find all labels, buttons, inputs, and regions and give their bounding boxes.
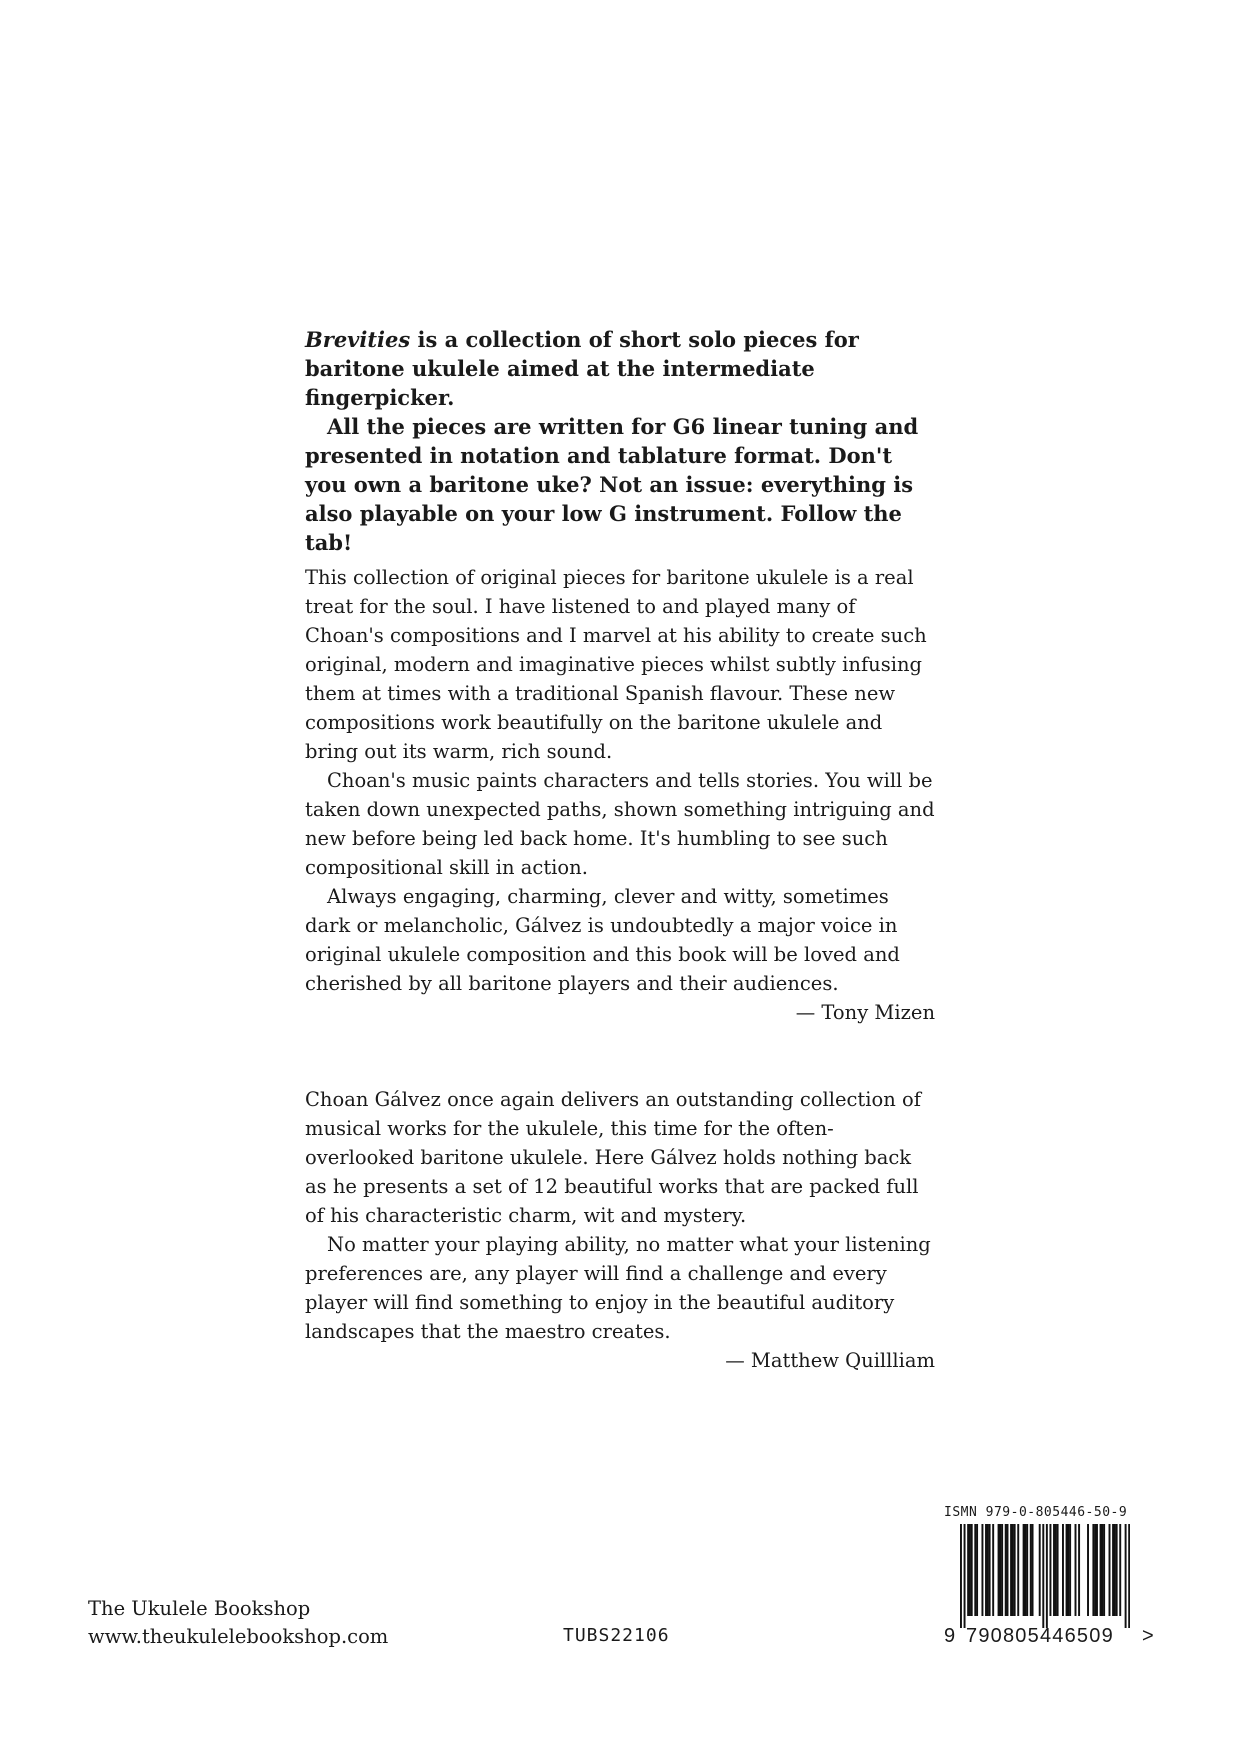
- barcode-bar: [1005, 1524, 1007, 1616]
- barcode-bar: [1039, 1524, 1041, 1616]
- barcode-bar: [999, 1524, 1001, 1616]
- barcode-bar: [1030, 1524, 1032, 1616]
- ismn-label: ISMN 979-0-805446-50-9: [944, 1505, 1128, 1520]
- barcode-bar: [1057, 1524, 1059, 1616]
- barcode-bar: [1128, 1524, 1130, 1628]
- review2-signature: — Matthew Quillliam: [725, 1349, 935, 1372]
- barcode-bar: [1066, 1524, 1068, 1616]
- barcode-bar: [1017, 1524, 1019, 1616]
- barcode-bar: [1094, 1524, 1096, 1616]
- review-tony-mizen: [305, 563, 935, 1027]
- publisher-url: www.theukulelebookshop.com: [88, 1625, 389, 1648]
- barcode-bar: [1114, 1524, 1116, 1616]
- intro-paragraph-2: All the pieces are written for G6 linear tuning and presented in notation and tablature format. Don't you own a baritone uke? Not an issue: everything is also playable on your low G instrument. Follow the tab!: [305, 414, 919, 555]
- review1-paragraph-3: Always engaging, charming, clever and witty, sometimes dark or melancholic, Gálvez is undoubtedly a major voice in original ukulele composition and this book will be loved and cherished by all baritone players and their audiences.: [305, 885, 900, 995]
- intro-line1-text: is a collection of short solo pieces for baritone ukulele aimed at the intermediate fingerpicker.: [305, 327, 859, 410]
- book-title: Brevities: [305, 327, 411, 352]
- review2-paragraph-2: No matter your playing ability, no matter what your listening preferences are, any player will find a challenge and every player will find something to enjoy in the beautiful auditory landscapes that the maestro creates.: [305, 1233, 931, 1343]
- barcode-bar: [960, 1524, 962, 1628]
- barcode-bar: [1026, 1524, 1028, 1616]
- barcode-bar: [1112, 1524, 1114, 1616]
- barcode-bar: [1096, 1524, 1098, 1616]
- barcode-bar: [1001, 1524, 1003, 1616]
- review1-paragraph-1: This collection of original pieces for baritone ukulele is a real treat for the soul. I have listened to and played many of Choan's compositions and I marvel at his ability to create such original, modern and imaginative pieces whilst subtly infusing them at times with a traditional Spanish flavour. These new compositions work beautifully on the baritone ukulele and bring out its warm, rich sound.: [305, 566, 927, 763]
- publisher-name: The Ukulele Bookshop: [88, 1597, 311, 1620]
- barcode-bar: [969, 1524, 971, 1616]
- barcode-bar: [971, 1524, 973, 1616]
- barcode-bar: [1012, 1524, 1014, 1616]
- barcode-bar: [1087, 1524, 1089, 1616]
- barcode-bar: [987, 1524, 989, 1616]
- barcode-bar: [1103, 1524, 1105, 1616]
- barcode-bar: [1119, 1524, 1121, 1616]
- barcode-bar: [1032, 1524, 1034, 1616]
- barcode-digit-first: 9: [944, 1625, 956, 1647]
- barcode-bar: [989, 1524, 991, 1616]
- barcode-bar: [1062, 1524, 1064, 1616]
- review2-paragraph-1: Choan Gálvez once again delivers an outstanding collection of musical works for the ukulele, this time for the often-overlooked baritone ukulele. Here Gálvez holds nothing back as he presents a set of 12 beautiful works that are packed full of his characteristic charm, wit and mystery.: [305, 1088, 921, 1227]
- barcode-bar: [985, 1524, 987, 1616]
- barcode-bar: [1092, 1524, 1094, 1616]
- barcode-bar: [1100, 1524, 1102, 1616]
- barcode-digits-right: 446509: [1039, 1625, 1114, 1647]
- intro-paragraph-1: [305, 325, 935, 412]
- barcode-bar: [1055, 1524, 1057, 1616]
- barcode-bar: [964, 1524, 966, 1628]
- barcode-bar: [1046, 1524, 1048, 1628]
- barcode-bar: [1023, 1524, 1025, 1616]
- intro-blurb: [305, 325, 935, 557]
- barcode-bar: [1078, 1524, 1080, 1616]
- barcode-image: [960, 1524, 1130, 1628]
- barcode-bar: [1049, 1524, 1051, 1616]
- barcode-bar: [1010, 1524, 1012, 1616]
- barcode-bar: [967, 1524, 969, 1616]
- barcode-bar: [1116, 1524, 1118, 1616]
- barcode-bar: [998, 1524, 1000, 1616]
- barcode-digits: [944, 1625, 1154, 1648]
- publisher-info: [88, 1595, 388, 1651]
- barcode-bar: [1101, 1524, 1103, 1616]
- barcode-bar: [1075, 1524, 1077, 1616]
- barcode-bar: [1024, 1524, 1026, 1616]
- barcode-bar: [1109, 1524, 1111, 1616]
- barcode-bar: [1053, 1524, 1055, 1616]
- barcode-bar: [1014, 1524, 1016, 1616]
- barcode-bar: [1125, 1524, 1127, 1628]
- review1-signature: — Tony Mizen: [795, 1001, 935, 1024]
- review1-paragraph-2: Choan's music paints characters and tells stories. You will be taken down unexpected paths, shown something intriguing and new before being led back home. It's humbling to see such compositional skill in action.: [305, 769, 935, 879]
- barcode-bar: [992, 1524, 994, 1616]
- barcode-digits-group: [966, 1625, 1136, 1648]
- barcode-bar: [976, 1524, 978, 1616]
- barcode-digits-left: 790805: [966, 1625, 1040, 1647]
- barcode-bar: [1067, 1524, 1069, 1616]
- barcode-arrow: >: [1142, 1625, 1154, 1647]
- barcode-bar: [981, 1524, 983, 1616]
- review-matthew-quillliam: [305, 1085, 935, 1375]
- barcode-bar: [1042, 1524, 1044, 1628]
- catalog-number: TUBS22106: [563, 1625, 670, 1646]
- barcode-bar: [1069, 1524, 1071, 1616]
- barcode-bar: [1007, 1524, 1009, 1616]
- barcode-bar: [974, 1524, 976, 1616]
